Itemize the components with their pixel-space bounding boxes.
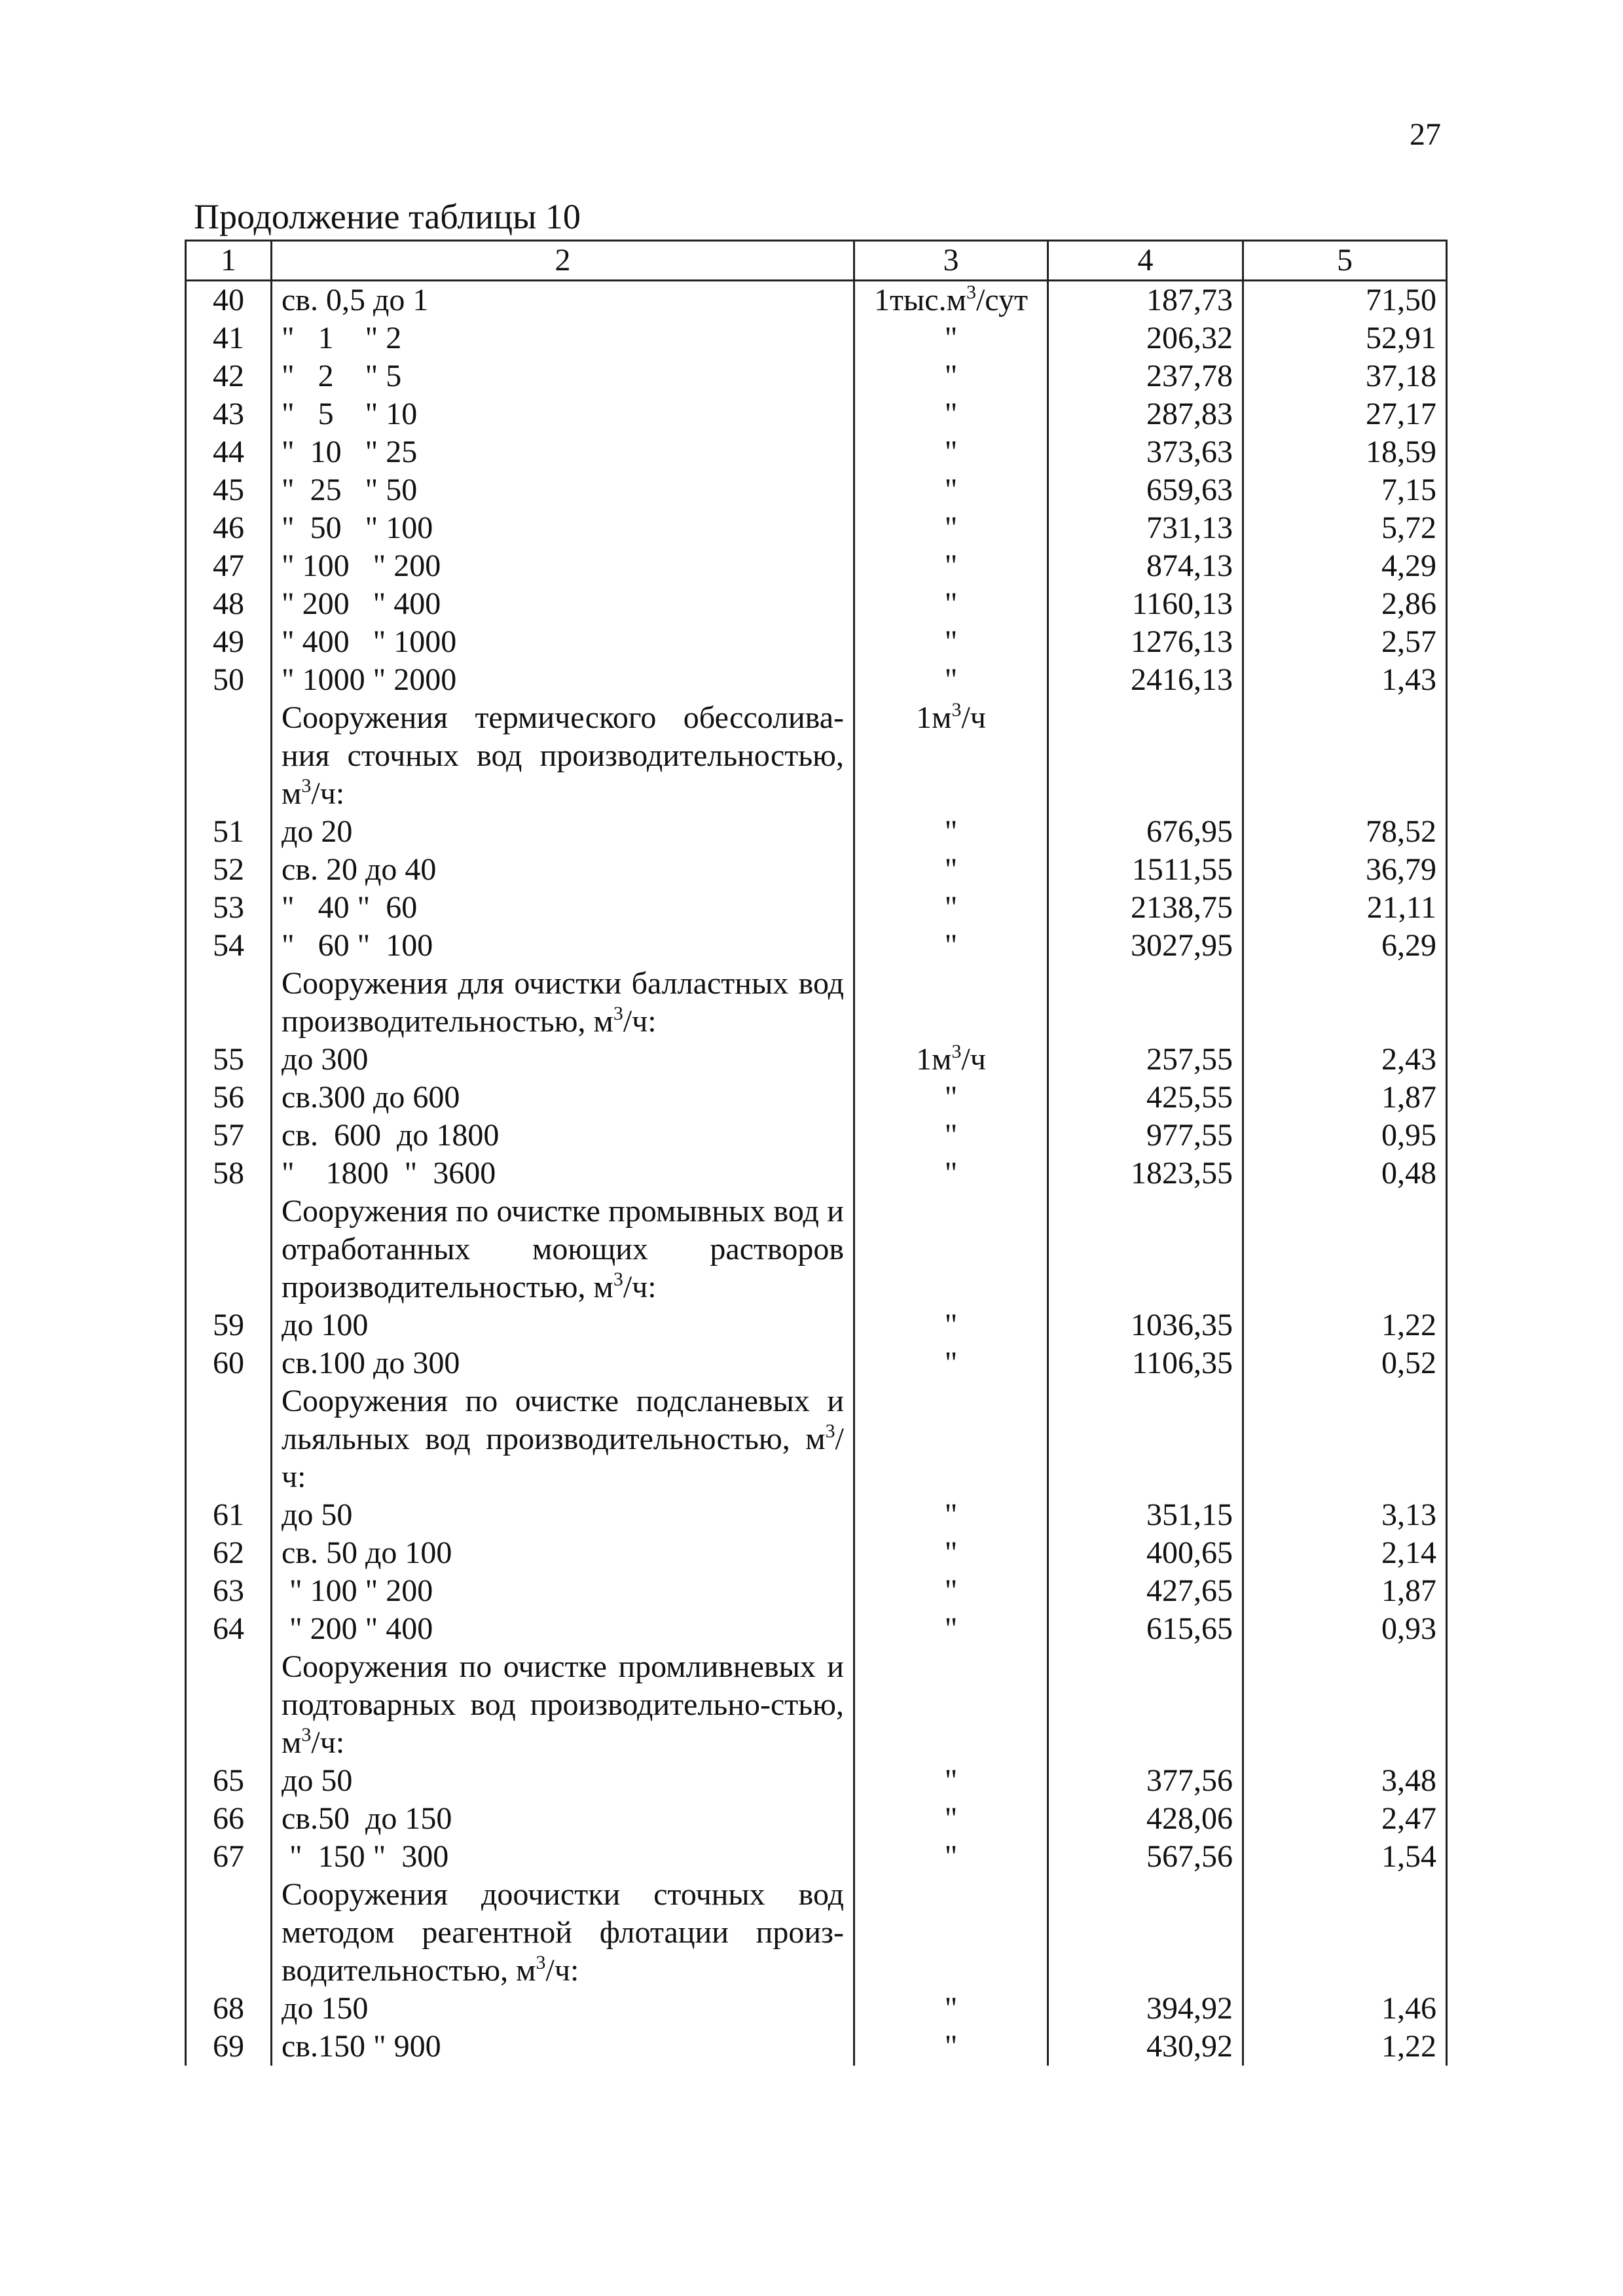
row-number: 48 — [186, 585, 272, 623]
table-row — [186, 433, 1447, 471]
unit-text: " — [944, 890, 958, 925]
unit-symbol: м — [282, 1725, 302, 1760]
row-number: 66 — [186, 1800, 272, 1838]
row-value-5 — [1243, 1648, 1447, 1762]
section-row — [186, 1193, 1447, 1306]
table-caption: Продолжение таблицы 10 — [194, 197, 581, 236]
table-row — [186, 1079, 1447, 1117]
row-number: 49 — [186, 623, 272, 661]
unit-text: " — [944, 1080, 958, 1115]
unit-text: " — [944, 1763, 958, 1798]
row-name: " 200 " 400 — [272, 585, 854, 623]
row-number: 67 — [186, 1838, 272, 1876]
row-value-5 — [1243, 699, 1447, 813]
unit-text: 1м — [916, 1042, 952, 1077]
row-value-5: 0,93 — [1243, 1610, 1447, 1648]
row-name: до 300 — [272, 1041, 854, 1079]
row-value-4: 428,06 — [1048, 1800, 1243, 1838]
table-row — [186, 851, 1447, 889]
row-value-4: 427,65 — [1048, 1572, 1243, 1610]
row-name: св. 50 до 100 — [272, 1534, 854, 1572]
row-unit — [854, 2028, 1048, 2066]
unit-text: 1тыс.м — [874, 283, 966, 317]
row-value-4: 1276,13 — [1048, 623, 1243, 661]
unit-text: " — [944, 473, 958, 507]
superscript: 3 — [301, 1724, 312, 1746]
unit-text: " — [944, 2029, 958, 2064]
header-row — [186, 241, 1447, 281]
unit-text: " — [944, 1498, 958, 1532]
row-name: " 400 " 1000 — [272, 623, 854, 661]
table-body — [186, 281, 1447, 2066]
section-tail: /ч: — [311, 776, 345, 811]
row-unit — [854, 1610, 1048, 1648]
section-text: Сооружения термического обессолива-ния сточных вод производительностью, — [282, 700, 844, 773]
row-unit — [854, 1534, 1048, 1572]
row-value-4: 430,92 — [1048, 2028, 1243, 2066]
superscript: 3 — [613, 1003, 623, 1024]
table-row — [186, 1990, 1447, 2028]
row-value-5: 21,11 — [1243, 889, 1447, 927]
row-unit — [854, 1155, 1048, 1193]
table-row — [186, 509, 1447, 547]
section-tail: /ч: — [282, 1422, 844, 1494]
section-title — [272, 1382, 854, 1496]
row-value-5: 6,29 — [1243, 927, 1447, 965]
superscript: 3 — [613, 1268, 623, 1290]
row-name: " 150 " 300 — [272, 1838, 854, 1876]
table-row — [186, 281, 1447, 320]
row-name: " 1800 " 3600 — [272, 1155, 854, 1193]
row-number: 69 — [186, 2028, 272, 2066]
row-unit — [854, 1079, 1048, 1117]
row-value-4: 676,95 — [1048, 813, 1243, 851]
row-unit — [854, 1648, 1048, 1762]
section-tail: /ч: — [623, 1270, 657, 1304]
row-name: " 100 " 200 — [272, 1572, 854, 1610]
row-value-5: 71,50 — [1243, 281, 1447, 320]
row-number: 46 — [186, 509, 272, 547]
row-value-5: 2,47 — [1243, 1800, 1447, 1838]
unit-text-post: /ч — [961, 1042, 986, 1077]
row-value-5: 3,13 — [1243, 1496, 1447, 1534]
page-number: 27 — [1410, 117, 1441, 152]
row-value-4: 1511,55 — [1048, 851, 1243, 889]
row-name: до 100 — [272, 1306, 854, 1344]
row-value-4: 400,65 — [1048, 1534, 1243, 1572]
row-value-5: 52,91 — [1243, 319, 1447, 357]
unit-text: " — [944, 662, 958, 697]
row-unit — [854, 1041, 1048, 1079]
row-value-5 — [1243, 965, 1447, 1041]
row-value-5: 0,48 — [1243, 1155, 1447, 1193]
section-title — [272, 1876, 854, 1990]
row-unit — [854, 699, 1048, 813]
row-value-4: 257,55 — [1048, 1041, 1243, 1079]
unit-text: " — [944, 586, 958, 621]
row-unit — [854, 1344, 1048, 1382]
row-value-5: 2,14 — [1243, 1534, 1447, 1572]
unit-superscript: 3 — [951, 699, 962, 721]
row-unit — [854, 509, 1048, 547]
unit-text: " — [944, 1308, 958, 1342]
unit-text: " — [944, 1573, 958, 1608]
superscript: 3 — [825, 1420, 835, 1442]
row-number: 51 — [186, 813, 272, 851]
row-value-4: 1036,35 — [1048, 1306, 1243, 1344]
unit-text: 1м — [916, 700, 952, 735]
row-unit — [854, 433, 1048, 471]
row-value-5: 0,52 — [1243, 1344, 1447, 1382]
row-value-4 — [1048, 965, 1243, 1041]
table-row — [186, 889, 1447, 927]
row-number: 54 — [186, 927, 272, 965]
row-unit — [854, 1762, 1048, 1800]
row-number: 47 — [186, 547, 272, 585]
row-number — [186, 1193, 272, 1306]
table-row — [186, 1838, 1447, 1876]
table-row — [186, 1534, 1447, 1572]
row-value-4: 287,83 — [1048, 395, 1243, 433]
row-value-5: 1,43 — [1243, 661, 1447, 699]
row-value-5: 78,52 — [1243, 813, 1447, 851]
row-value-5: 1,54 — [1243, 1838, 1447, 1876]
row-value-4: 874,13 — [1048, 547, 1243, 585]
row-name: св.150 " 900 — [272, 2028, 854, 2066]
row-value-4: 394,92 — [1048, 1990, 1243, 2028]
header-col-5: 5 — [1243, 241, 1447, 281]
row-unit — [854, 1838, 1048, 1876]
unit-superscript: 3 — [951, 1041, 962, 1062]
unit-symbol: м — [593, 1004, 613, 1039]
row-number: 55 — [186, 1041, 272, 1079]
row-value-4: 567,56 — [1048, 1838, 1243, 1876]
row-value-5: 2,86 — [1243, 585, 1447, 623]
row-name: " 25 " 50 — [272, 471, 854, 509]
row-unit — [854, 1117, 1048, 1155]
unit-text: " — [944, 511, 958, 545]
row-unit — [854, 927, 1048, 965]
row-value-4 — [1048, 1648, 1243, 1762]
section-text: Сооружения по очистке промывных вод и отработанных моющих растворов производительностью, — [282, 1194, 844, 1304]
row-value-4: 659,63 — [1048, 471, 1243, 509]
unit-text: " — [944, 1118, 958, 1153]
row-value-4 — [1048, 699, 1243, 813]
row-unit — [854, 1876, 1048, 1990]
row-unit — [854, 889, 1048, 927]
section-tail: /ч: — [623, 1004, 657, 1039]
row-name: до 150 — [272, 1990, 854, 2028]
section-tail: /ч: — [311, 1725, 345, 1760]
section-text: Сооружения доочистки сточных вод методом реагентной флотации произ-водительностью, — [282, 1877, 844, 1988]
row-name: до 50 — [272, 1762, 854, 1800]
row-name: " 1000 " 2000 — [272, 661, 854, 699]
row-unit — [854, 395, 1048, 433]
row-name: до 50 — [272, 1496, 854, 1534]
row-value-5: 1,46 — [1243, 1990, 1447, 2028]
row-value-4: 187,73 — [1048, 281, 1243, 320]
row-unit — [854, 623, 1048, 661]
row-number: 50 — [186, 661, 272, 699]
row-number — [186, 699, 272, 813]
table-row — [186, 1762, 1447, 1800]
row-number — [186, 1648, 272, 1762]
row-value-4: 237,78 — [1048, 357, 1243, 395]
row-name: св. 600 до 1800 — [272, 1117, 854, 1155]
section-row — [186, 1382, 1447, 1496]
row-unit — [854, 547, 1048, 585]
row-name: св.100 до 300 — [272, 1344, 854, 1382]
unit-text-post: /ч — [961, 700, 986, 735]
row-value-5: 5,72 — [1243, 509, 1447, 547]
row-name: " 100 " 200 — [272, 547, 854, 585]
row-number: 58 — [186, 1155, 272, 1193]
table-row — [186, 471, 1447, 509]
unit-text: " — [944, 1801, 958, 1836]
row-value-4: 977,55 — [1048, 1117, 1243, 1155]
row-unit — [854, 585, 1048, 623]
section-row — [186, 965, 1447, 1041]
row-value-4: 377,56 — [1048, 1762, 1243, 1800]
header-col-3: 3 — [854, 241, 1048, 281]
row-number: 65 — [186, 1762, 272, 1800]
row-value-4: 2416,13 — [1048, 661, 1243, 699]
section-row — [186, 699, 1447, 813]
data-table — [185, 240, 1448, 2066]
row-name: " 1 " 2 — [272, 319, 854, 357]
row-number: 63 — [186, 1572, 272, 1610]
row-name: " 2 " 5 — [272, 357, 854, 395]
unit-symbol: м — [593, 1270, 613, 1304]
unit-text: " — [944, 435, 958, 469]
unit-symbol: м — [516, 1953, 536, 1988]
row-number: 62 — [186, 1534, 272, 1572]
row-value-4: 615,65 — [1048, 1610, 1243, 1648]
row-unit — [854, 1306, 1048, 1344]
row-value-5: 2,43 — [1243, 1041, 1447, 1079]
table-row — [186, 1610, 1447, 1648]
row-value-5: 7,15 — [1243, 471, 1447, 509]
unit-text: " — [944, 1611, 958, 1646]
table-row — [186, 395, 1447, 433]
table-row — [186, 585, 1447, 623]
row-unit — [854, 1572, 1048, 1610]
row-value-4 — [1048, 1382, 1243, 1496]
row-number: 59 — [186, 1306, 272, 1344]
row-value-4: 731,13 — [1048, 509, 1243, 547]
row-number: 41 — [186, 319, 272, 357]
row-value-5: 36,79 — [1243, 851, 1447, 889]
table-row — [186, 1117, 1447, 1155]
section-row — [186, 1876, 1447, 1990]
section-text: Сооружения по очистке промливневых и подтоварных вод производительно-стью, — [282, 1649, 844, 1722]
row-number: 44 — [186, 433, 272, 471]
table-row — [186, 1041, 1447, 1079]
row-number: 40 — [186, 281, 272, 320]
row-unit — [854, 1382, 1048, 1496]
row-value-4: 206,32 — [1048, 319, 1243, 357]
unit-text: " — [944, 814, 958, 849]
unit-superscript: 3 — [966, 281, 976, 303]
row-number: 52 — [186, 851, 272, 889]
row-name: св.50 до 150 — [272, 1800, 854, 1838]
row-unit — [854, 357, 1048, 395]
table-row — [186, 2028, 1447, 2066]
section-tail: /ч: — [545, 1953, 579, 1988]
row-unit — [854, 319, 1048, 357]
row-value-5 — [1243, 1876, 1447, 1990]
table-row — [186, 357, 1447, 395]
superscript: 3 — [536, 1952, 546, 1973]
section-text: Сооружения по очистке подсланевых и льяльных вод производительностью, — [282, 1384, 844, 1456]
row-value-5 — [1243, 1193, 1447, 1306]
row-unit — [854, 471, 1048, 509]
table-row — [186, 319, 1447, 357]
row-name: " 40 " 60 — [272, 889, 854, 927]
section-row — [186, 1648, 1447, 1762]
table-row — [186, 1572, 1447, 1610]
row-unit — [854, 1193, 1048, 1306]
row-number: 64 — [186, 1610, 272, 1648]
row-unit — [854, 281, 1048, 320]
row-number: 60 — [186, 1344, 272, 1382]
row-number — [186, 1876, 272, 1990]
row-name: св. 20 до 40 — [272, 851, 854, 889]
table-row — [186, 1496, 1447, 1534]
table-row — [186, 1306, 1447, 1344]
row-number: 61 — [186, 1496, 272, 1534]
table-row — [186, 927, 1447, 965]
row-unit — [854, 965, 1048, 1041]
row-unit — [854, 1800, 1048, 1838]
unit-text: " — [944, 1535, 958, 1570]
row-value-4: 351,15 — [1048, 1496, 1243, 1534]
section-text: Сооружения для очистки балластных вод производительностью, — [282, 966, 844, 1039]
row-value-4: 1823,55 — [1048, 1155, 1243, 1193]
header-col-2: 2 — [272, 241, 854, 281]
row-value-4 — [1048, 1193, 1243, 1306]
table-row — [186, 1800, 1447, 1838]
row-name: св.300 до 600 — [272, 1079, 854, 1117]
row-value-5: 1,22 — [1243, 2028, 1447, 2066]
unit-text: " — [944, 548, 958, 583]
row-value-5: 1,87 — [1243, 1572, 1447, 1610]
unit-symbol: м — [805, 1422, 826, 1456]
row-value-4: 425,55 — [1048, 1079, 1243, 1117]
row-value-4: 373,63 — [1048, 433, 1243, 471]
table-row — [186, 661, 1447, 699]
table-row — [186, 1344, 1447, 1382]
unit-text: " — [944, 1839, 958, 1874]
unit-symbol: м — [282, 776, 302, 811]
table-row — [186, 813, 1447, 851]
row-value-5: 0,95 — [1243, 1117, 1447, 1155]
row-number: 56 — [186, 1079, 272, 1117]
row-value-4: 1160,13 — [1048, 585, 1243, 623]
header-col-1: 1 — [186, 241, 272, 281]
row-value-5: 2,57 — [1243, 623, 1447, 661]
unit-text: " — [944, 928, 958, 963]
row-value-5 — [1243, 1382, 1447, 1496]
row-value-5: 1,22 — [1243, 1306, 1447, 1344]
row-name: " 60 " 100 — [272, 927, 854, 965]
row-value-4: 3027,95 — [1048, 927, 1243, 965]
unit-text: " — [944, 624, 958, 659]
row-value-5: 4,29 — [1243, 547, 1447, 585]
row-number: 42 — [186, 357, 272, 395]
row-value-5: 3,48 — [1243, 1762, 1447, 1800]
row-value-5: 1,87 — [1243, 1079, 1447, 1117]
row-number: 57 — [186, 1117, 272, 1155]
unit-text: " — [944, 1156, 958, 1191]
table-row — [186, 1155, 1447, 1193]
unit-text: " — [944, 1991, 958, 2026]
unit-text-post: /сут — [976, 283, 1028, 317]
row-value-5: 37,18 — [1243, 357, 1447, 395]
row-number: 45 — [186, 471, 272, 509]
row-name: " 5 " 10 — [272, 395, 854, 433]
row-unit — [854, 1496, 1048, 1534]
unit-text: " — [944, 852, 958, 887]
section-title — [272, 965, 854, 1041]
row-unit — [854, 813, 1048, 851]
header-col-4: 4 — [1048, 241, 1243, 281]
row-value-4: 2138,75 — [1048, 889, 1243, 927]
section-title — [272, 1648, 854, 1762]
row-name: " 50 " 100 — [272, 509, 854, 547]
row-unit — [854, 661, 1048, 699]
row-value-5: 27,17 — [1243, 395, 1447, 433]
row-unit — [854, 1990, 1048, 2028]
row-name: " 10 " 25 — [272, 433, 854, 471]
row-value-4: 1106,35 — [1048, 1344, 1243, 1382]
section-title — [272, 1193, 854, 1306]
table-row — [186, 547, 1447, 585]
row-unit — [854, 851, 1048, 889]
row-number: 43 — [186, 395, 272, 433]
unit-text: " — [944, 397, 958, 431]
unit-text: " — [944, 359, 958, 393]
row-number — [186, 965, 272, 1041]
row-name: до 20 — [272, 813, 854, 851]
row-number — [186, 1382, 272, 1496]
table-row — [186, 623, 1447, 661]
row-value-4 — [1048, 1876, 1243, 1990]
row-value-5: 18,59 — [1243, 433, 1447, 471]
row-number: 68 — [186, 1990, 272, 2028]
unit-text: " — [944, 1346, 958, 1380]
row-number: 53 — [186, 889, 272, 927]
unit-text: " — [944, 321, 958, 355]
row-name: св. 0,5 до 1 — [272, 281, 854, 320]
row-name: " 200 " 400 — [272, 1610, 854, 1648]
section-title — [272, 699, 854, 813]
superscript: 3 — [301, 775, 312, 797]
